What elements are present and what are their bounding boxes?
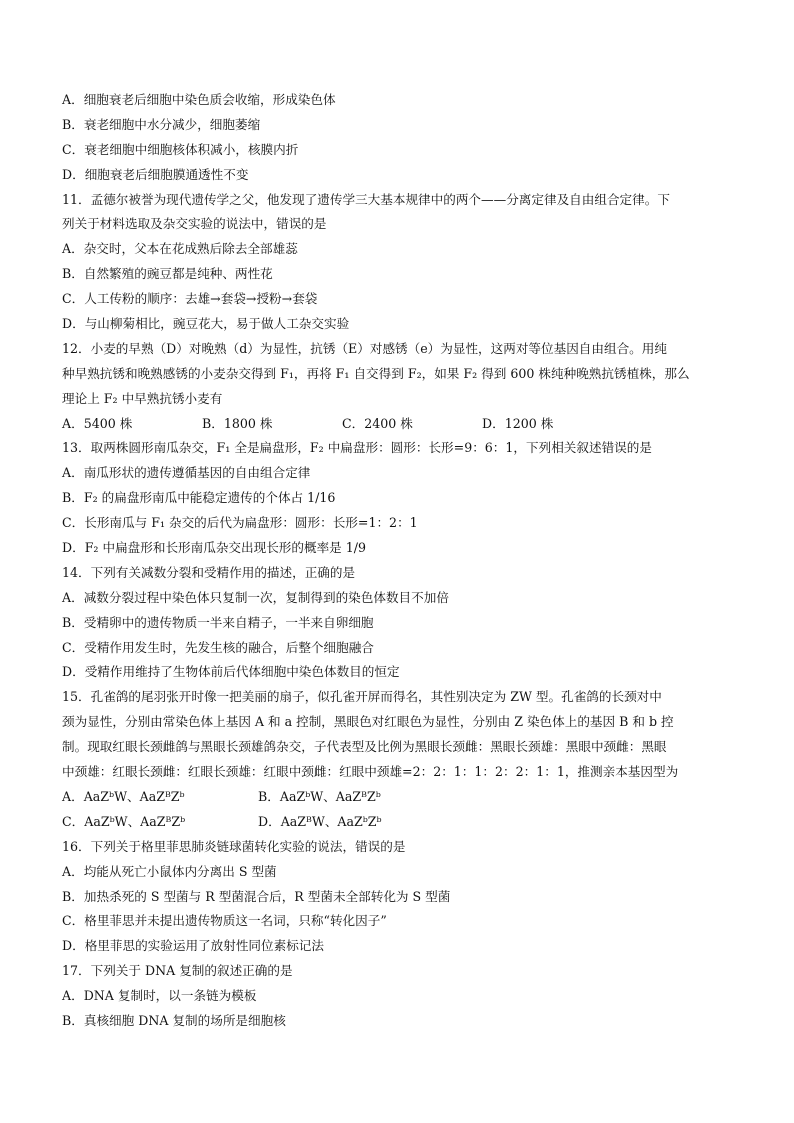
q17-option-a: A．DNA 复制时，以一条链为模板 bbox=[62, 988, 257, 1004]
q14-option-c: C．受精作用发生时，先发生核的融合，后整个细胞融合 bbox=[62, 639, 374, 655]
q17-stem: 17．下列关于 DNA 复制的叙述正确的是 bbox=[62, 963, 293, 979]
q15-options-row-1 bbox=[62, 785, 734, 810]
q17-option-b: B．真核细胞 DNA 复制的场所是细胞核 bbox=[62, 1012, 286, 1028]
q13-option-c: C．长形南瓜与 F₁ 杂交的后代为扁盘形：圆形：长形=1：2：1 bbox=[62, 515, 418, 531]
q11-option-b: B．自然繁殖的豌豆都是纯种、两性花 bbox=[62, 266, 273, 282]
q15-option-c: C．AaZᵇW、AaZᴮZᵇ bbox=[62, 813, 186, 829]
q15-options-row-2 bbox=[62, 810, 734, 835]
q16-option-d: D．格里菲思的实验运用了放射性同位素标记法 bbox=[62, 938, 324, 954]
q10-option-c: C．衰老细胞中细胞核体积减小，核膜内折 bbox=[62, 141, 299, 157]
q12-stem-line-2: 种早熟抗锈和晚熟感锈的小麦杂交得到 F₁，再将 F₁ 自交得到 F₂，如果 F₂ 得到 600 株纯种晚熟抗锈植株，那么 bbox=[62, 365, 690, 381]
q15-stem-line-1: 15．孔雀鸽的尾羽张开时像一把美丽的扇子，似孔雀开屏而得名，其性别决定为 ZW 型。孔雀鸽的长颈对中 bbox=[62, 689, 662, 705]
q11-option-d: D．与山柳菊相比，豌豆花大，易于做人工杂交实验 bbox=[62, 316, 350, 332]
q16-option-b: B．加热杀死的 S 型菌与 R 型菌混合后，R 型菌未全部转化为 S 型菌 bbox=[62, 888, 451, 904]
q15-option-a: A．AaZᵇW、AaZᴮZᵇ bbox=[62, 788, 185, 804]
q12-option-a: A．5400 株 bbox=[62, 415, 133, 431]
q14-stem: 14．下列有关减数分裂和受精作用的描述，正确的是 bbox=[62, 564, 356, 580]
q12-options-row bbox=[62, 412, 734, 437]
q13-option-b: B．F₂ 的扁盘形南瓜中能稳定遗传的个体占 1/16 bbox=[62, 490, 336, 506]
q11-option-a: A．杂交时，父本在花成熟后除去全部雄蕊 bbox=[62, 241, 298, 257]
q15-stem-line-4: 中颈雄：红眼长颈雌：红眼长颈雄：红眼中颈雌：红眼中颈雄=2：2：1：1：2：2：1：1，推测亲本基因型为 bbox=[62, 764, 679, 780]
q12-stem-line-3: 理论上 F₂ 中早熟抗锈小麦有 bbox=[62, 390, 223, 406]
q14-option-b: B．受精卵中的遗传物质一半来自精子，一半来自卵细胞 bbox=[62, 614, 374, 630]
q14-option-d: D．受精作用维持了生物体前后代体细胞中染色体数目的恒定 bbox=[62, 664, 400, 680]
q12-option-b: B．1800 株 bbox=[202, 415, 273, 431]
q10-option-b: B．衰老细胞中水分减少，细胞萎缩 bbox=[62, 116, 261, 132]
q15-option-d: D．AaZᴮW、AaZᵇZᵇ bbox=[258, 813, 382, 829]
q13-option-a: A．南瓜形状的遗传遵循基因的自由组合定律 bbox=[62, 465, 311, 481]
q16-option-c: C．格里菲思并未提出遗传物质这一名词，只称“转化因子” bbox=[62, 913, 387, 929]
q12-option-d: D．1200 株 bbox=[482, 415, 554, 431]
q12-stem-line-1: 12．小麦的早熟（D）对晚熟（d）为显性，抗锈（E）对感锈（e）为显性，这两对等位基因自由组合。用纯 bbox=[62, 340, 667, 356]
q14-option-a: A．减数分裂过程中染色体只复制一次，复制得到的染色体数目不加倍 bbox=[62, 589, 449, 605]
q13-stem: 13．取两株圆形南瓜杂交，F₁ 全是扁盘形，F₂ 中扁盘形：圆形：长形=9：6：1，下列相关叙述错误的是 bbox=[62, 440, 652, 456]
q10-option-d: D．细胞衰老后细胞膜通透性不变 bbox=[62, 166, 249, 182]
q16-option-a: A．均能从死亡小鼠体内分离出 S 型菌 bbox=[62, 863, 277, 879]
q12-option-c: C．2400 株 bbox=[342, 415, 413, 431]
q15-stem-line-2: 颈为显性，分别由常染色体上基因 A 和 a 控制，黑眼色对红眼色为显性，分别由 Z 染色体上的基因 B 和 b 控 bbox=[62, 714, 674, 730]
q15-stem-line-3: 制。现取红眼长颈雌鸽与黑眼长颈雄鸽杂交，子代表型及比例为黑眼长颈雌：黑眼长颈雄：黑眼中颈雌：黑眼 bbox=[62, 739, 667, 755]
q16-stem: 16．下列关于格里菲思肺炎链球菌转化实验的说法，错误的是 bbox=[62, 838, 406, 854]
q11-stem-line-1: 11．孟德尔被誉为现代遗传学之父，他发现了遗传学三大基本规律中的两个——分离定律及自由组合定律。下 bbox=[62, 191, 670, 207]
q13-option-d: D．F₂ 中扁盘形和长形南瓜杂交出现长形的概率是 1/9 bbox=[62, 540, 367, 556]
q10-option-a: A．细胞衰老后细胞中染色质会收缩，形成染色体 bbox=[62, 92, 336, 107]
q15-option-b: B．AaZᵇW、AaZᴮZᵇ bbox=[258, 788, 381, 804]
question-list bbox=[62, 88, 734, 1034]
q11-option-c: C．人工传粉的顺序：去雄→套袋→授粉→套袋 bbox=[62, 291, 318, 307]
q11-stem-line-2: 列关于材料选取及杂交实验的说法中，错误的是 bbox=[62, 216, 327, 232]
